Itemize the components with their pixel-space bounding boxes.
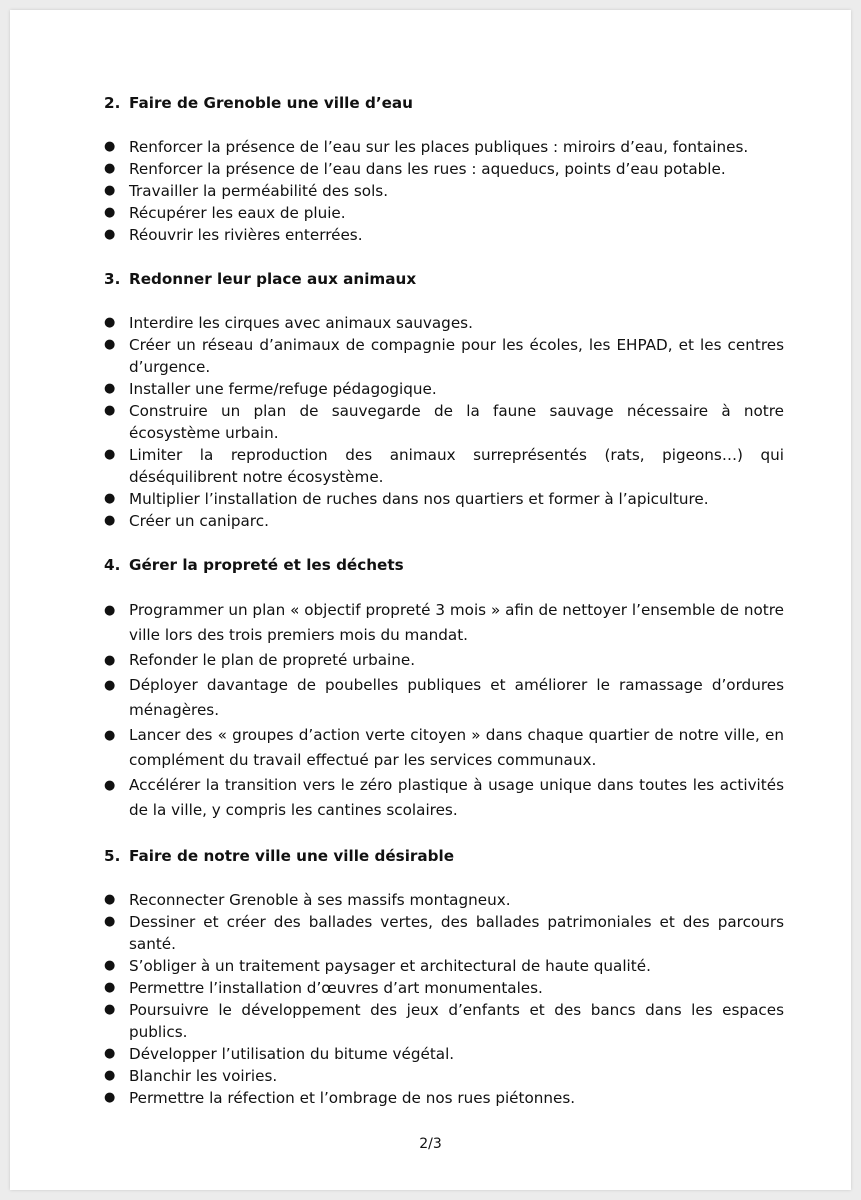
section-heading [104,845,784,867]
list-item: ● Permettre la réfection et l’ombrage de nos rues piétonnes. [104,1089,576,1107]
list-item: ● Dessiner et créer des ballades vertes, des ballades patrimoniales et des parcours santé. [104,913,784,953]
section-number: 4. [104,556,121,574]
bullet-icon: ● [104,1068,116,1083]
bullet-list [104,136,784,246]
bullet-icon: ● [104,653,116,668]
bullet-icon: ● [104,381,116,396]
bullet-icon: ● [104,139,116,154]
bullet-list [104,889,784,1109]
section-number: 3. [104,270,121,288]
list-item: ● Blanchir les voiries. [104,1067,278,1085]
list-item: ● Travailler la perméabilité des sols. [104,182,389,200]
section-heading [104,554,784,576]
list-item: ● Multiplier l’installation de ruches dans nos quartiers et former à l’apiculture. [104,490,709,508]
bullet-icon: ● [104,513,116,528]
section-title: Gérer la propreté et les déchets [129,556,404,574]
bullet-icon: ● [104,1002,116,1017]
list-item: ● Permettre l’installation d’œuvres d’art monumentales. [104,979,543,997]
section-title: Faire de Grenoble une ville d’eau [129,94,413,112]
bullet-icon: ● [104,980,116,995]
list-item: ● Lancer des « groupes d’action verte citoyen » dans chaque quartier de notre ville, en complément du travail effectué par les services communaux. [104,723,784,773]
section-number: 5. [104,847,121,865]
list-item: ● Créer un réseau d’animaux de compagnie pour les écoles, les EHPAD, et les centres d’urgence. [104,336,784,376]
section-number: 2. [104,94,121,112]
list-item: ● Renforcer la présence de l’eau sur les places publiques : miroirs d’eau, fontaines. [104,138,749,156]
bullet-icon: ● [104,227,116,242]
section-heading [104,92,784,114]
section-heading [104,268,784,290]
list-item: ● Déployer davantage de poubelles publiques et améliorer le ramassage d’ordures ménagères. [104,673,784,723]
bullet-icon: ● [104,491,116,506]
bullet-list [104,312,784,532]
list-item: ● Programmer un plan « objectif propreté 3 mois » afin de nettoyer l’ensemble de notre ville lors des trois premiers mois du mandat. [104,598,784,648]
bullet-icon: ● [104,1090,116,1105]
bullet-icon: ● [104,958,116,973]
bullet-icon: ● [104,728,116,743]
bullet-icon: ● [104,603,116,618]
document-page [10,10,851,1190]
list-item: ● Reconnecter Grenoble à ses massifs montagneux. [104,891,511,909]
bullet-icon: ● [104,337,116,352]
document-content [104,92,784,1131]
bullet-icon: ● [104,447,116,462]
list-item: ● S’obliger à un traitement paysager et architectural de haute qualité. [104,957,651,975]
section-title: Redonner leur place aux animaux [129,270,417,288]
list-item: ● Développer l’utilisation du bitume végétal. [104,1045,455,1063]
bullet-icon: ● [104,205,116,220]
bullet-icon: ● [104,1046,116,1061]
bullet-icon: ● [104,161,116,176]
list-item: ● Créer un caniparc. [104,512,269,530]
bullet-icon: ● [104,183,116,198]
list-item: ● Installer une ferme/refuge pédagogique. [104,380,437,398]
bullet-icon: ● [104,315,116,330]
page-number: 2/3 [419,1136,442,1152]
bullet-list [104,598,784,823]
bullet-icon: ● [104,403,116,418]
section-title: Faire de notre ville une ville désirable [129,847,455,865]
list-item: ● Construire un plan de sauvegarde de la faune sauvage nécessaire à notre écosystème urbain. [104,402,784,442]
list-item: ● Interdire les cirques avec animaux sauvages. [104,314,473,332]
bullet-icon: ● [104,778,116,793]
list-item: ● Réouvrir les rivières enterrées. [104,226,363,244]
list-item: ● Poursuivre le développement des jeux d’enfants et des bancs dans les espaces publics. [104,1001,784,1041]
list-item: ● Renforcer la présence de l’eau dans les rues : aqueducs, points d’eau potable. [104,160,726,178]
bullet-icon: ● [104,914,116,929]
list-item: ● Accélérer la transition vers le zéro plastique à usage unique dans toutes les activités de la ville, y compris les cantines scolaires. [104,773,784,823]
bullet-icon: ● [104,892,116,907]
bullet-icon: ● [104,678,116,693]
list-item: ● Refonder le plan de propreté urbaine. [104,648,784,673]
list-item: ● Limiter la reproduction des animaux surreprésentés (rats, pigeons…) qui déséquilibrent notre écosystème. [104,446,784,486]
list-item: ● Récupérer les eaux de pluie. [104,204,346,222]
